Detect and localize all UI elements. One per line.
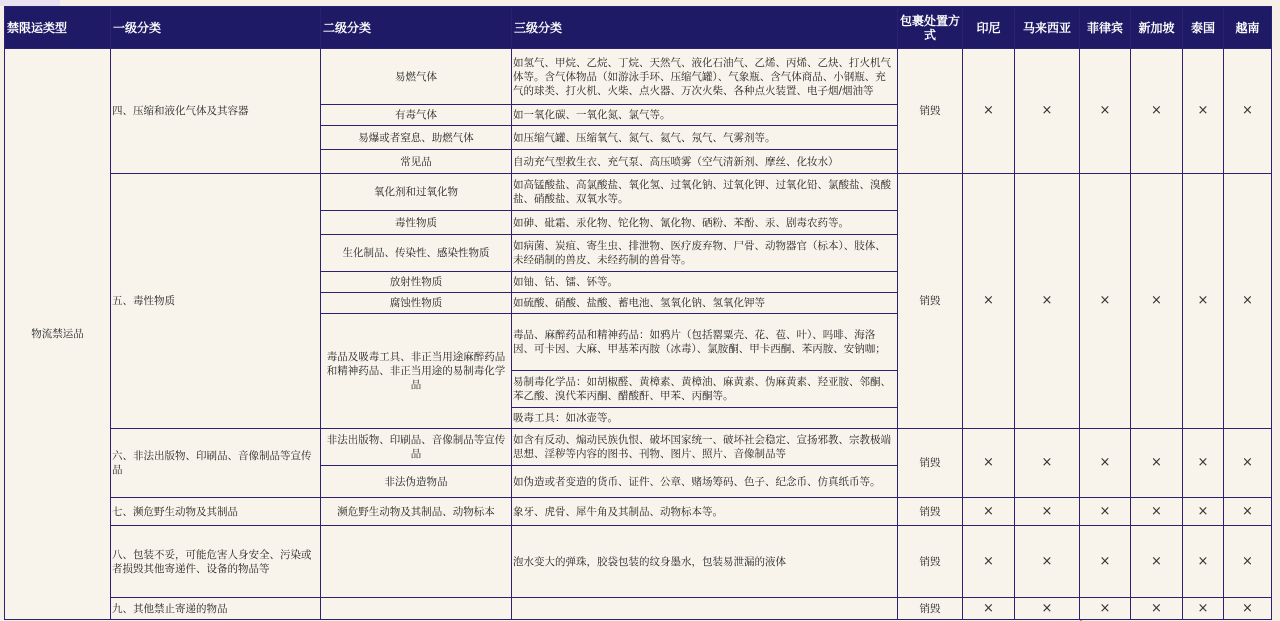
header-country-vietnam: 越南 bbox=[1224, 7, 1272, 49]
disposal-cell: 销毁 bbox=[898, 49, 963, 174]
prohibited-mark-vietnam: × bbox=[1224, 498, 1272, 526]
level2-cell: 放射性物质 bbox=[321, 272, 512, 293]
main-type-cell: 物流禁运品 bbox=[5, 49, 111, 620]
prohibited-mark-indonesia: × bbox=[963, 49, 1015, 174]
prohibited-mark-malaysia: × bbox=[1015, 598, 1080, 620]
disposal-cell: 销毁 bbox=[898, 526, 963, 598]
prohibited-mark-malaysia: × bbox=[1015, 429, 1080, 498]
prohibited-mark-singapore: × bbox=[1131, 598, 1183, 620]
level1-cell: 六、非法出版物、印刷品、音像制品等宣传品 bbox=[111, 429, 321, 498]
prohibited-mark-philippines: × bbox=[1080, 49, 1131, 174]
disposal-cell: 销毁 bbox=[898, 498, 963, 526]
prohibited-mark-vietnam: × bbox=[1224, 174, 1272, 429]
table-row bbox=[5, 498, 1272, 526]
table-row bbox=[5, 49, 1272, 105]
prohibited-mark-philippines: × bbox=[1080, 598, 1131, 620]
table-row bbox=[5, 598, 1272, 620]
level2-cell: 毒品及吸毒工具、非正当用途麻醉药品和精神药品、非正当用途的易制毒化学品 bbox=[321, 314, 512, 429]
disposal-cell: 销毁 bbox=[898, 174, 963, 429]
prohibited-mark-malaysia: × bbox=[1015, 526, 1080, 598]
header-level3: 三级分类 bbox=[512, 7, 898, 49]
table-row bbox=[5, 526, 1272, 598]
level1-cell: 五、毒性物质 bbox=[111, 174, 321, 429]
level2-cell: 生化制品、传染性、感染性物质 bbox=[321, 235, 512, 272]
prohibited-mark-thailand: × bbox=[1183, 526, 1224, 598]
level3-cell: 毒品、麻醉药品和精神药品：如鸦片（包括罂粟壳、花、苞、叶）、吗啡、海洛因、可卡因、大麻、甲基苯丙胺（冰毒）、氯胺酮、甲卡西酮、苯丙胺、安钠咖； bbox=[512, 314, 898, 371]
level3-cell: 如硫酸、硝酸、盐酸、蓄电池、氢氧化钠、氢氧化钾等 bbox=[512, 293, 898, 314]
header-country-philippines: 菲律宾 bbox=[1080, 7, 1131, 49]
header-country-singapore: 新加坡 bbox=[1131, 7, 1183, 49]
prohibited-mark-singapore: × bbox=[1131, 429, 1183, 498]
table-row bbox=[5, 174, 1272, 211]
prohibited-mark-indonesia: × bbox=[963, 598, 1015, 620]
level3-cell: 如含有反动、煽动民族仇恨、破坏国家统一、破坏社会稳定、宣扬邪教、宗教极端思想、淫秽等内容的图书、刊物、图片、照片、音像制品等 bbox=[512, 429, 898, 466]
level3-cell: 如病菌、炭疽、寄生虫、排泄物、医疗废弃物、尸骨、动物器官（标本）、肢体、未经硝制的兽皮、未经药制的兽骨等。 bbox=[512, 235, 898, 272]
level2-cell: 易燃气体 bbox=[321, 49, 512, 105]
level3-cell: 如铀、钴、镭、钚等。 bbox=[512, 272, 898, 293]
prohibited-mark-philippines: × bbox=[1080, 498, 1131, 526]
level2-cell bbox=[321, 526, 512, 598]
prohibited-mark-thailand: × bbox=[1183, 174, 1224, 429]
prohibited-mark-philippines: × bbox=[1080, 174, 1131, 429]
level3-cell: 如压缩气罐、压缩氧气、氮气、氦气、氖气、气雾剂等。 bbox=[512, 126, 898, 150]
table-row bbox=[5, 429, 1272, 466]
disposal-cell: 销毁 bbox=[898, 429, 963, 498]
level2-cell: 腐蚀性物质 bbox=[321, 293, 512, 314]
prohibited-mark-malaysia: × bbox=[1015, 174, 1080, 429]
disposal-cell: 销毁 bbox=[898, 598, 963, 620]
header-row bbox=[5, 7, 1272, 49]
level2-cell: 有毒气体 bbox=[321, 105, 512, 126]
prohibited-mark-vietnam: × bbox=[1224, 429, 1272, 498]
header-country-thailand: 泰国 bbox=[1183, 7, 1224, 49]
prohibited-mark-thailand: × bbox=[1183, 598, 1224, 620]
level3-cell: 易制毒化学品：如胡椒醛、黄樟素、黄樟油、麻黄素、伪麻黄素、羟亚胺、邻酮、苯乙酸、溴代苯丙酮、醋酸酐、甲苯、丙酮等。 bbox=[512, 371, 898, 408]
prohibited-mark-indonesia: × bbox=[963, 174, 1015, 429]
prohibited-mark-vietnam: × bbox=[1224, 598, 1272, 620]
level2-cell: 非法伪造物品 bbox=[321, 466, 512, 498]
header-country-malaysia: 马来西亚 bbox=[1015, 7, 1080, 49]
prohibited-mark-thailand: × bbox=[1183, 429, 1224, 498]
level2-cell: 氧化剂和过氧化物 bbox=[321, 174, 512, 211]
prohibited-mark-vietnam: × bbox=[1224, 526, 1272, 598]
header-country-indonesia: 印尼 bbox=[963, 7, 1015, 49]
level1-cell: 四、压缩和液化气体及其容器 bbox=[111, 49, 321, 174]
prohibited-mark-philippines: × bbox=[1080, 429, 1131, 498]
level2-cell: 非法出版物、印刷品、音像制品等宣传品 bbox=[321, 429, 512, 466]
prohibited-mark-indonesia: × bbox=[963, 429, 1015, 498]
level2-cell: 濒危野生动物及其制品、动物标本 bbox=[321, 498, 512, 526]
prohibited-mark-indonesia: × bbox=[963, 526, 1015, 598]
level1-cell: 七、濒危野生动物及其制品 bbox=[111, 498, 321, 526]
level3-cell: 象牙、虎骨、犀牛角及其制品、动物标本等。 bbox=[512, 498, 898, 526]
prohibited-items-table bbox=[4, 6, 1272, 620]
prohibited-mark-singapore: × bbox=[1131, 174, 1183, 429]
prohibited-mark-singapore: × bbox=[1131, 49, 1183, 174]
prohibited-mark-malaysia: × bbox=[1015, 49, 1080, 174]
level3-cell: 泡水变大的弹珠，胶袋包装的纹身墨水，包装易泄漏的液体 bbox=[512, 526, 898, 598]
level1-cell: 九、其他禁止寄递的物品 bbox=[111, 598, 321, 620]
level3-cell: 如砷、砒霜、汞化物、铊化物、氰化物、硒粉、苯酚、汞、剧毒农药等。 bbox=[512, 211, 898, 235]
prohibited-mark-vietnam: × bbox=[1224, 49, 1272, 174]
level3-cell bbox=[512, 598, 898, 620]
level2-cell bbox=[321, 598, 512, 620]
header-type: 禁限运类型 bbox=[5, 7, 111, 49]
level1-cell: 八、包装不妥，可能危害人身安全、污染或者损毁其他寄递件、设备的物品等 bbox=[111, 526, 321, 598]
level3-cell: 如伪造或者变造的货币、证件、公章、赌场筹码、色子、纪念币、仿真纸币等。 bbox=[512, 466, 898, 498]
prohibited-mark-malaysia: × bbox=[1015, 498, 1080, 526]
prohibited-mark-singapore: × bbox=[1131, 526, 1183, 598]
prohibited-mark-thailand: × bbox=[1183, 498, 1224, 526]
prohibited-mark-indonesia: × bbox=[963, 498, 1015, 526]
header-level1: 一级分类 bbox=[111, 7, 321, 49]
prohibited-mark-singapore: × bbox=[1131, 498, 1183, 526]
level3-cell: 如氢气、甲烷、乙烷、丁烷、天然气、液化石油气、乙烯、丙烯、乙炔、打火机气体等。含气体物品（如游泳手环、压缩气罐）、气象瓶、含气体商品、小钢瓶、充气的球类、打火机、火柴、点火器、万次火柴、各种点火装置、电子烟/烟油等 bbox=[512, 49, 898, 105]
header-disposal: 包裹处置方式 bbox=[898, 7, 963, 49]
level2-cell: 常见品 bbox=[321, 150, 512, 174]
level2-cell: 毒性物质 bbox=[321, 211, 512, 235]
prohibited-mark-philippines: × bbox=[1080, 526, 1131, 598]
level3-cell: 吸毒工具：如冰壶等。 bbox=[512, 408, 898, 429]
prohibited-mark-thailand: × bbox=[1183, 49, 1224, 174]
level2-cell: 易爆或者窒息、助燃气体 bbox=[321, 126, 512, 150]
table-body bbox=[5, 49, 1272, 620]
header-level2: 二级分类 bbox=[321, 7, 512, 49]
level3-cell: 自动充气型救生衣、充气泵、高压喷雾（空气清新剂、摩丝、化妆水） bbox=[512, 150, 898, 174]
level3-cell: 如高锰酸盐、高氯酸盐、氧化氢、过氧化钠、过氧化钾、过氧化铅、氯酸盐、溴酸盐、硝酸盐、双氧水等。 bbox=[512, 174, 898, 211]
level3-cell: 如一氧化碳、一氧化氮、氯气等。 bbox=[512, 105, 898, 126]
